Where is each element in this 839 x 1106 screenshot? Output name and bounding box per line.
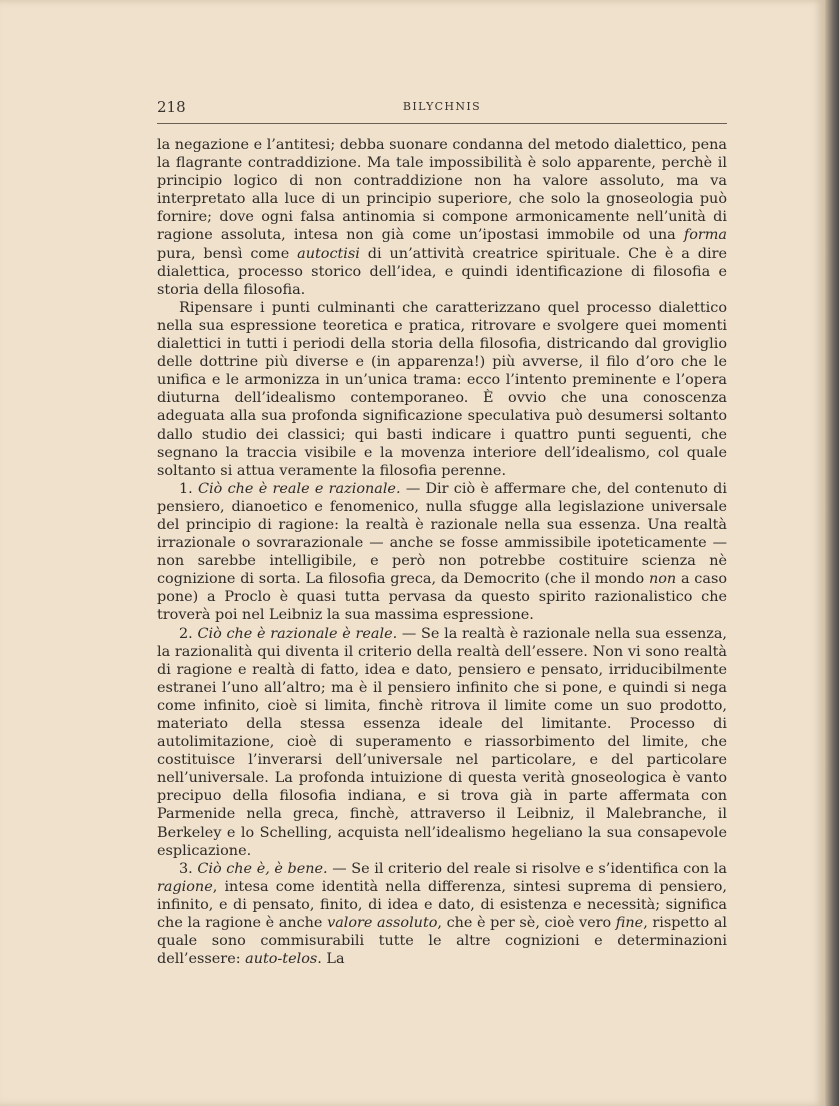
body-text [157,136,727,968]
text-run: 1. [179,480,199,497]
text-run: — Se la realtà è razionale nella sua essenza, la razionalità qui diventa il criterio della realtà dell’essere. Non vi sono realtà di ragione e realtà di fatto, idea e dato, pensiero e pensato, irriducibilmente estranei l’uno all’altro; ma è il pensiero infinito che si pone, e quindi si nega come infinito, cioè si limita, finchè ritrova il limite come un suo prodotto, materiato della stessa essenza ideale del limitante. Processo di autolimitazione, cioè di superamento e riassorbimento del limite, che costituisce l’inverarsi dell’universale nel particolare, e del particolare nell’universale. La profonda intuizione di questa verità gnoseologica è vanto precipuo della filosofia indiana, e si trova già in parte affermata con Parmenide nella greca, finchè, attraverso il Leibniz, il Malebranche, il Berkeley e lo Schelling, acquista nell’idealismo hegeliano la sua consapevole esplicazione. [157,625,727,859]
italic-text: valore assoluto [327,915,438,932]
italic-text: ragione [157,878,213,895]
text-run: Ripensare i punti culminanti che caratterizzano quel processo dialettico nella sua espressione teoretica e pratica, ritrovare e svolgere quei momenti dialettici in tutti i periodi della storia della filosofia, districando dal groviglio delle dottrine più diverse e (in apparenza!) più avverse, il filo d’oro che le unifica e le armonizza in un’unica trama: ecco l’intento preminente e l’opera diuturna dell’idealismo contemporaneo. È ovvio che una conoscenza adeguata alla sua profonda significazione speculativa può desumersi soltanto dallo studio dei classici; qui basti indicare i quattro punti seguenti, che segnano la traccia visibile e la movenza interiore dell’idealismo, col quale soltanto si attua veramente la filosofia perenne. [157,299,727,479]
text-run: pura, bensì come [157,245,298,262]
page-number: 218 [157,98,186,116]
italic-text: autoctisi [297,245,360,262]
text-run: — Se il criterio del reale si risolve e s’identifica con la [327,860,727,877]
italic-text: forma [683,227,727,244]
italic-text: auto-telos [245,951,318,968]
italic-text: non [648,571,677,588]
running-title: BILYCHNIS [402,100,482,113]
page-edge [825,0,839,1106]
text-run: di un’attività creatrice spirituale. Che è a dire dialettica, processo storico dell’idea, e quindi identificazione di filosofia e storia della filosofia. [157,245,727,298]
paragraph [157,480,727,625]
text-run: — Dir ciò è affermare che, del contenuto di pensiero, dianoetico e fenomenico, nulla sfugge alla legislazione universale del principio di ragione: la realtà è razionale nella sua essenza. Una realtà irrazionale o sovrarazionale — anche se fosse ammissibile ipoteticamente — non sarebbe intelligibile, e però non potrebbe costituire scienza nè cognizione di sorta. La filosofia greca, da Democrito (che il mondo [157,480,727,588]
text-run: a caso pone) a Proclo è quasi tutta pervasa da questo spirito razionalistico che troverà poi nel Leibniz la sua massima espressione. [157,571,727,624]
text-run: 3. [179,860,198,877]
italic-text: fine [615,915,644,932]
paragraph [157,625,727,860]
paragraph [157,860,727,969]
paragraph [157,136,727,299]
text-run: , intesa come identità nella differenza, sintesi suprema di pensiero, infinito, e di pensato, finito, di idea e dato, di esistenza e necessità; significa che la ragione è anche [157,878,727,932]
page-header [157,98,727,120]
italic-text: Ciò che è reale e razionale. [198,480,401,497]
paragraph [157,299,727,480]
header-rule [157,123,727,124]
text-run: la negazione e l’antitesi; debba suonare condanna del metodo dialettico, pena la flagrante contraddizione. Ma tale impossibilità è solo apparente, perchè il principio logico di non contraddizione non ha valore assoluto, ma va interpretato alla luce di un principio superiore, che solo la gnoseologia può fornire; dove ogni falsa antinomia si compone armonicamente nell’unità di ragione assoluta, intesa non già come un’ipostasi immobile od una [157,137,727,244]
text-run: , rispetto al quale sono commisurabili tutte le altre cognizioni e determinazioni dell’essere: [157,915,728,968]
italic-text: Ciò che è razionale è reale. [197,625,398,642]
text-run: . La [317,951,345,968]
italic-text: Ciò che è, è bene. [197,860,328,877]
text-run: 2. [179,625,198,642]
text-run: , che è per sè, cioè vero [437,915,616,932]
